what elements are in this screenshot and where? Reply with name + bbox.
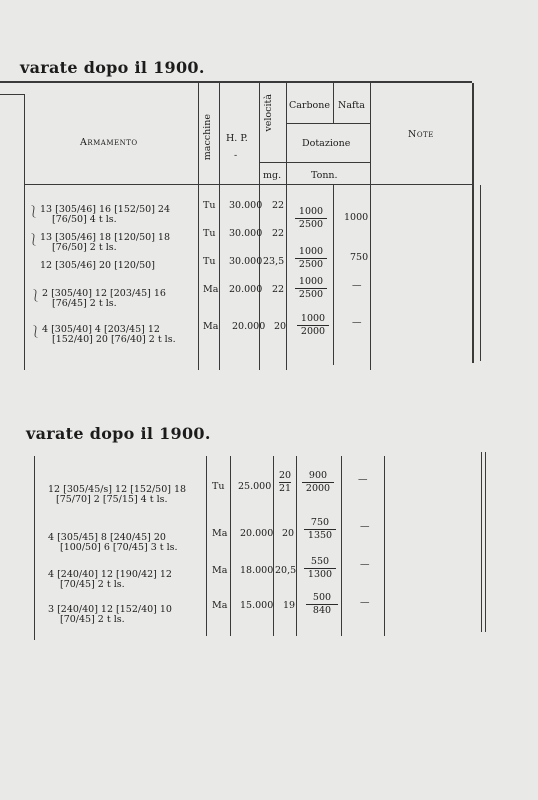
table1-top-rule: [0, 81, 472, 83]
s2-row1-arm1: 4 [305/45] 8 [240/45] 20: [48, 532, 166, 543]
s1-row2-vel: 23,5: [263, 256, 285, 267]
table2-vline-left: [34, 456, 35, 640]
s1-row2-nafta: 750: [350, 252, 369, 263]
s1-row4-vel: 20: [274, 321, 287, 332]
s2-row2-macchine: Ma: [212, 565, 228, 576]
s1-row1-arm2: [76/50] 2 t ls.: [52, 242, 117, 253]
s1-row1-macchine: Tu: [203, 228, 216, 239]
s2-row0-carbone-num: 900: [308, 470, 328, 481]
header-note: Note: [408, 129, 434, 140]
table1-header-bottom-rule: [24, 184, 472, 185]
s2-row0-nafta: —: [358, 474, 368, 485]
s2-row1-arm2: [100/50] 6 [70/45] 3 t ls.: [60, 542, 178, 553]
section1-heading: varate dopo il 1900.: [20, 58, 205, 77]
table1-vline-carbone: [286, 83, 287, 370]
s1-row3-carbone: [291, 276, 331, 301]
table1-subheader-rule: [286, 123, 370, 124]
header-macchine: macchine: [202, 114, 213, 161]
table1-dotazione-rule: [259, 162, 370, 163]
s2-row0-vel-num: 20: [278, 470, 292, 481]
s2-row3-macchine: Ma: [212, 600, 228, 611]
header-hp: H. P.: [226, 133, 248, 144]
header-armamento: Armamento: [80, 137, 138, 148]
s2-row0-carbone-den: 2000: [305, 483, 331, 494]
s1-row1-vel: 22: [272, 228, 285, 239]
s1-row0-carbone-num: 1000: [298, 206, 324, 217]
header-velocita: velocità: [263, 94, 274, 132]
s2-row0-arm2: [75/70] 2 [75/15] 4 t ls.: [56, 494, 168, 505]
table1-vline-nafta-lower: [333, 185, 334, 365]
s2-row3-carbone-den: 840: [312, 605, 332, 616]
s2-row2-carbone-num: 550: [310, 556, 330, 567]
s1-row3-carbone-num: 1000: [298, 276, 324, 287]
header-hp-dash: -: [234, 150, 238, 161]
s1-row2-carbone-den: 2500: [298, 259, 324, 270]
s2-row2-nafta: —: [360, 559, 370, 570]
table1-vline-macchine: [198, 83, 199, 370]
s2-row3-carbone-num: 500: [312, 592, 332, 603]
table2-vline-hp: [230, 456, 231, 636]
s1-row0-carbone-den: 2500: [298, 219, 324, 230]
s2-row3-carbone: [302, 592, 342, 617]
s1-row4-arm2: [152/40] 20 [76/40] 2 t ls.: [52, 334, 176, 345]
s2-row1-hp: 20.000: [240, 528, 274, 539]
s1-row4-arm1: 4 [305/40] 4 [203/45] 12: [42, 324, 160, 335]
s1-row4-carbone-num: 1000: [300, 313, 326, 324]
s2-row3-arm2: [70/45] 2 t ls.: [60, 614, 125, 625]
s2-row1-carbone: [300, 517, 340, 542]
s2-row3-arm1: 3 [240/40] 12 [152/40] 10: [48, 604, 172, 615]
row-brace: ⎱: [30, 325, 41, 338]
s1-row3-arm2: [76/45] 2 t ls.: [52, 298, 117, 309]
s1-row4-hp: 20.000: [232, 321, 266, 332]
table1-top-rule-2: [0, 94, 24, 95]
s2-row1-vel: 20: [282, 528, 295, 539]
row-brace: ⎱: [28, 205, 39, 218]
s2-row2-arm2: [70/45] 2 t ls.: [60, 579, 125, 590]
s2-row0-carbone: [298, 470, 338, 495]
s1-row3-vel: 22: [272, 284, 285, 295]
s1-row2-carbone: [291, 246, 331, 271]
row-brace: ⎱: [28, 233, 39, 246]
s1-row4-carbone: [293, 313, 333, 338]
s1-row3-nafta: —: [352, 280, 362, 291]
s1-row0-arm1: 13 [305/46] 16 [152/50] 24: [40, 204, 171, 215]
s2-row1-carbone-den: 1350: [307, 530, 333, 541]
header-carbone: Carbone: [289, 100, 331, 111]
s1-row4-carbone-den: 2000: [300, 326, 326, 337]
s1-row1-arm1: 13 [305/46] 18 [120/50] 18: [40, 232, 171, 243]
s2-row3-hp: 15.000: [240, 600, 274, 611]
s1-row0-carbone: [291, 206, 331, 231]
table1-vline-note: [370, 83, 371, 370]
s2-row2-carbone: [300, 556, 340, 581]
s1-row3-arm1: 2 [305/40] 12 [203/45] 16: [42, 288, 166, 299]
table1-vline-hp: [219, 83, 220, 370]
table1-vline-edge: [480, 185, 481, 361]
row-brace: ⎱: [30, 289, 41, 302]
s1-row3-carbone-den: 2500: [298, 289, 324, 300]
s2-row0-hp: 25.000: [238, 481, 272, 492]
s2-row1-macchine: Ma: [212, 528, 228, 539]
header-nafta: Nafta: [338, 100, 365, 111]
s2-row1-nafta: —: [360, 521, 370, 532]
table2-vline-right: [481, 452, 482, 632]
s1-row3-macchine: Ma: [203, 284, 219, 295]
table1-vline-left: [24, 94, 25, 370]
s2-row0-vel-den: 21: [278, 483, 292, 494]
s1-row0-nafta: 1000: [344, 212, 369, 223]
s2-row2-arm1: 4 [240/40] 12 [190/42] 12: [48, 569, 172, 580]
s1-row4-nafta: —: [352, 317, 362, 328]
s1-row2-hp: 30.000: [229, 256, 263, 267]
table2-vline-right-2: [485, 452, 486, 632]
header-tonn: Tonn.: [311, 170, 338, 181]
s1-row1-hp: 30.000: [229, 228, 263, 239]
table1-vline-nafta: [333, 83, 334, 123]
header-dotazione: Dotazione: [302, 138, 351, 149]
s1-row0-vel: 22: [272, 200, 285, 211]
s1-row0-macchine: Tu: [203, 200, 216, 211]
s2-row0-macchine: Tu: [212, 481, 225, 492]
table2-vline-note: [384, 456, 385, 636]
s2-row0-arm1: 12 [305/45/s] 12 [152/50] 18: [48, 484, 187, 495]
s1-row2-arm1: 12 [305/46] 20 [120/50]: [40, 260, 155, 271]
s1-row0-hp: 30.000: [229, 200, 263, 211]
table2-vline-macchine: [206, 456, 207, 636]
s1-row4-macchine: Ma: [203, 321, 219, 332]
section2-heading: varate dopo il 1900.: [26, 424, 211, 443]
s2-row3-nafta: —: [360, 597, 370, 608]
s1-row0-arm2: [76/50] 4 t ls.: [52, 214, 117, 225]
s2-row1-carbone-num: 750: [310, 517, 330, 528]
s2-row2-carbone-den: 1300: [307, 569, 333, 580]
table1-vline-right: [472, 83, 474, 363]
s1-row2-macchine: Tu: [203, 256, 216, 267]
s2-row2-hp: 18.000: [240, 565, 274, 576]
s2-row2-vel: 20,5: [275, 565, 297, 576]
s1-row2-carbone-num: 1000: [298, 246, 324, 257]
header-mg: mg.: [263, 170, 282, 181]
s1-row3-hp: 20.000: [229, 284, 263, 295]
s2-row3-vel: 19: [283, 600, 296, 611]
